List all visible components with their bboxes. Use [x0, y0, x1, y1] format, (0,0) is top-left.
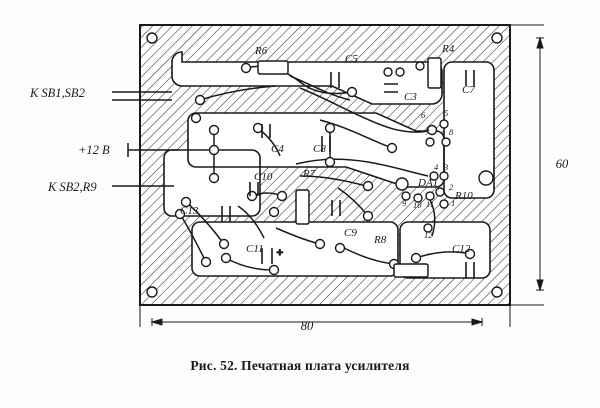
label-sb2-r9: К SB2,R9: [48, 180, 97, 194]
component-label-C5: C5: [345, 53, 358, 65]
svg-text:7: 7: [425, 127, 430, 137]
component-label-C10: C10: [254, 171, 273, 183]
svg-text:2: 2: [449, 182, 454, 192]
svg-text:1: 1: [451, 198, 456, 208]
svg-text:11: 11: [426, 199, 434, 209]
component-label-C13: C13: [180, 205, 199, 217]
svg-text:6: 6: [421, 110, 426, 120]
svg-text:5: 5: [444, 108, 449, 118]
component-label-R6: R6: [255, 45, 268, 57]
label-power: +12 В: [78, 143, 110, 157]
svg-text:4: 4: [434, 162, 439, 172]
pcb-board: [140, 25, 510, 305]
dimension-width-label: 80: [300, 319, 314, 333]
component-label-C9: C9: [344, 227, 357, 239]
component-label-C4: C4: [271, 143, 284, 155]
svg-text:+: +: [276, 247, 284, 259]
component-label-R10: R10: [455, 190, 473, 202]
svg-text:9: 9: [402, 198, 407, 208]
svg-text:12: 12: [424, 230, 433, 240]
component-label-R8: R8: [374, 234, 387, 246]
component-label-R7: R7: [303, 168, 316, 180]
figure-caption: Рис. 52. Печатная плата усилителя: [190, 358, 410, 373]
component-label-C7: C7: [462, 84, 475, 96]
svg-text:10: 10: [413, 200, 422, 210]
component-label-C3: C3: [404, 91, 417, 103]
component-label-C11: C11: [246, 243, 264, 255]
component-label-R4: R4: [442, 43, 455, 55]
svg-text:8: 8: [449, 127, 454, 137]
component-label-C12: C12: [452, 243, 471, 255]
svg-text:3: 3: [444, 162, 449, 172]
left-terminal-labels: [29, 86, 110, 194]
label-sb1-sb2: К SB1,SB2: [30, 86, 85, 100]
component-label-DA1: DA1: [418, 177, 439, 189]
component-label-C8: C8: [313, 143, 326, 155]
dimension-height-label: 60: [555, 157, 569, 171]
